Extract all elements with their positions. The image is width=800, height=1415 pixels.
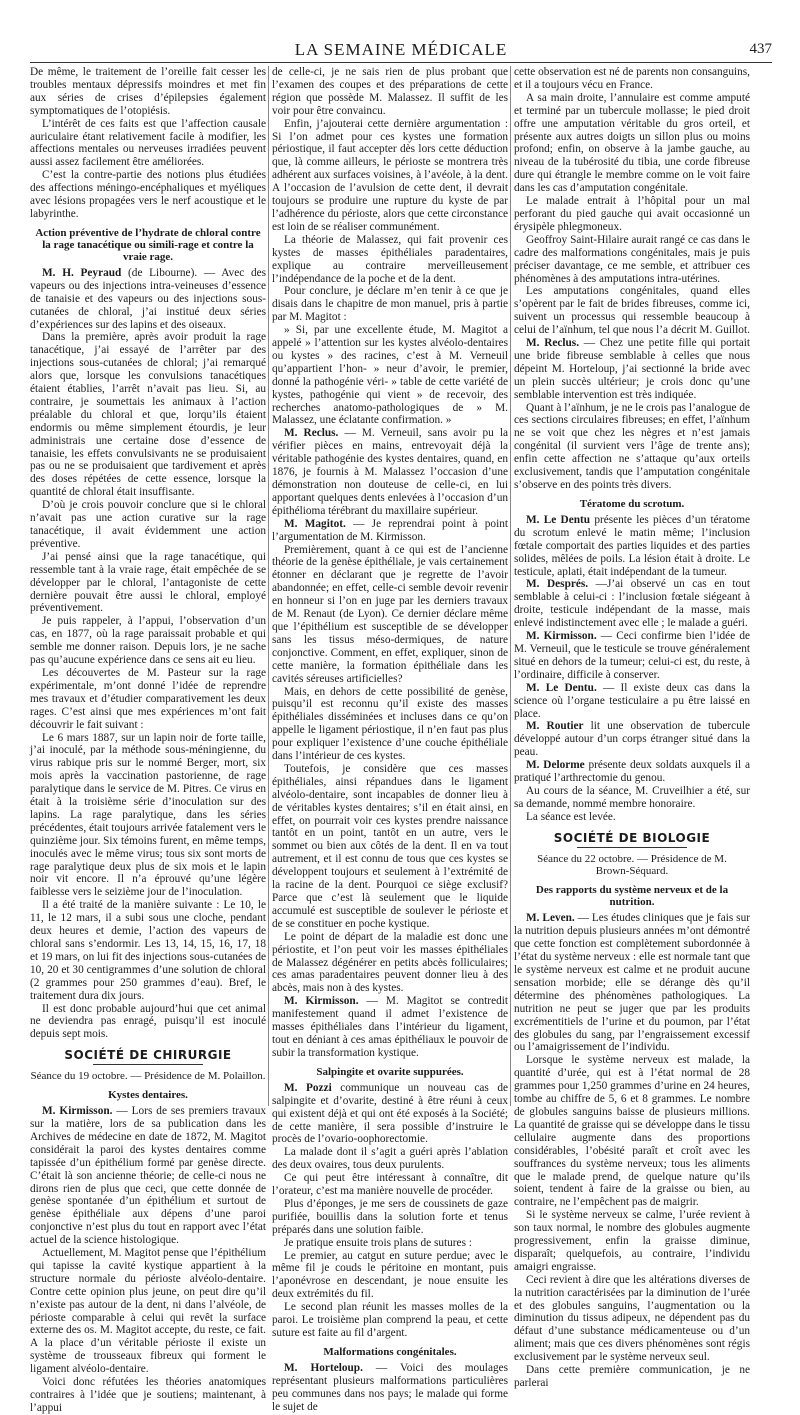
speaker-name: M. Le Dentu. [526, 681, 597, 694]
subsection-title: Salpingite et ovarite suppurées. [316, 1065, 464, 1078]
paragraph: Je pratique ensuite trois plans de sutures : [284, 1236, 472, 1249]
subsection-title: Kystes dentaires. [108, 1089, 188, 1102]
paragraph: Ceci revient à dire que les altérations diverses de la nutrition caractérisées par la diminution de l’urée et des globules sanguins, l’augmentation ou la diminution du tissus adipeux, ne dépendent pas du défaut d’une substance médicamenteuse ou d’un aliment; mais que ces divers phénomènes sont régis exclusivement par le système nerveux seul. [514, 1273, 750, 1364]
speaker-text: — Voici des moulages représentant plusieurs malformations particulières peu communes dans nos pays; le malade qui forme le sujet de [272, 1361, 509, 1413]
speaker-name: M. Reclus. [526, 337, 580, 350]
paragraph: La malade dont il s’agit a guéri après l’ablation des deux ovaires, tous deux purulents. [272, 1146, 508, 1172]
paragraph: Le 6 mars 1887, sur un lapin noir de forte taille, j’ai inoculé, par la méthode sous-méningienne, du virus rabique pris sur le nommé Berger, mort, six mois après la vaccination pastorienne, de rage paralytique dans le service de M. Pitres. Ce virus en était à la troisième série d’inoculation sur des lapins. La rage paralytique, dans les séries précédentes, était toujours arrivée fatalement vers le quinzième jour. Six témoins furent, en même temps, inoculés avec le même virus; tous six sont morts de rage paralytique deux plus de six mois et le lapin noir vit encore. Il n’a éprouvé qu’une légère faiblesse vers le seizième jour de l’inoculation. [30, 731, 266, 899]
speaker-name: M. Delorme [526, 759, 585, 772]
paragraph: Le point de départ de la maladie est donc une périostite, et l’on peut voir les masses épithéliales de Malassez dégénérer en petits abcès folliculaires; ces amas paradentaires peuvent donner lieu à des abcès, mais non à des kystes. [272, 930, 508, 995]
speaker-paragraph [514, 720, 750, 759]
paragraph: Actuellement, M. Magitot pense que l’épithélium qui tapisse la cavité kystique appartient à la structure normale du périoste alvéolo-dentaire. Contre cette opinion plus jeune, on peut dire qu’il n’existe pas autour de la dent, ni dans l’alvéole, de périoste comparable à celui qui revêt la surface externe des os. M. Magitot accepte, du reste, ce fait. A la place d’un véritable périoste il existe un système de trousseaux fibreux qui forment le ligament alvéolo-dentaire. [30, 1247, 266, 1376]
speaker-name: M. Magitot. [284, 517, 346, 530]
subsection-title: Tératome du scrotum. [579, 497, 685, 510]
paragraph: Toutefois, je considère que ces masses épithéliales, ainsi répandues dans le ligament alvéolo-dentaire, sont incapables de donner lieu à de véritables kystes dentaires; s’il en était ainsi, en effet, on pourrait voir ces kystes prendre naissance tantôt en un point, tantôt en un autre, vers le sommet ou bien aux côtés de la dent. Il en va tout autrement, et il est connu de tous que ces kystes se développent toujours et seulement à l’extrémité de la racine de la dent. Pourquoi ce siège exclusif? Parce que c’est là seulement que le liquide accumulé est susceptible de soulever le périoste et de se constituer en poche kystique. [272, 762, 508, 930]
paragraph: Plus d’éponges, je me sers de coussinets de gaze purifiée, bouillis dans la solution forte et tenus préparés dans une solution faible. [272, 1197, 508, 1236]
speaker-paragraph [30, 1105, 266, 1247]
paragraph: Dans la première, après avoir produit la rage tanacétique, j’ai essayé de l’arrêter par des injections sous-cutanées de chloral; j’ai remarqué alors que, lorsque les convulsions tanacétiques étaient établies, l’arrêt n’avait pas lieu. Si, au contraire, je soumettais les animaux à l’action préalable du chloral et que, lorqu’ils étaient endormis ou même simplement étourdis, je leur administrais une certaine dose d’essence de tanaisie, les effets convulsivants ne se produisaient pas ou ne se produisaient que tardivement et après des doses répétées de cette essence, lorsque la quantité de chloral était insuffisante. [30, 331, 266, 499]
speaker-text: communique un nouveau cas de salpingite et d’ovarite, destiné à être réuni à ceux qui existent déjà et qui ont été exposés à la Société; de cette manière, il sera possible d’instruire le procès de l’ovario-oophorectomie. [272, 1081, 509, 1146]
speaker-paragraph [272, 518, 508, 544]
paragraph: Le malade entrait à l’hôpital pour un mal perforant du pied gauche qui avait occasionné un érysipèle phlegmoneux. [514, 195, 750, 233]
paragraph: Ce qui peut être intéressant à connaître, dit l’orateur, c’est ma manière nouvelle de procéder. [272, 1172, 508, 1198]
journal-title: LA SEMAINE MÉDICALE [294, 40, 508, 59]
speaker-text: — M. Verneuil, sans avoir pu la vérifier pièces en mains, entrevoyait déjà la véritable pathogénie des kystes dentaires, quand, en 1876, je fournis à M. Malassez l’occasion d’une démonstration non douteuse de celle-ci, en lui apportant quelques dents enlevées à l’occasion d’un épithélioma térébrant du maxillaire supérieur. [272, 427, 509, 517]
speaker-name: M. Kirmisson. [42, 1105, 113, 1118]
speaker-text: lit une observation de tubercule développé autour d’un corps étranger situé dans la peau. [514, 720, 750, 759]
paragraph: Voici donc réfutées les théories anatomiques contraires à l’idée que je soutiens; maintenant, à l’appui [30, 1376, 266, 1414]
paragraph: De même, le traitement de l’oreille fait cesser les troubles mentaux dépressifs moindres et met fin aux séries de crises d’épilepsies également symptomatiques de l’otopiésis. [30, 66, 266, 117]
speaker-text: — Je reprendrai point à point l’argumentation de M. Kirmisson. [272, 517, 508, 543]
session-info: Séance du 19 octobre. — Présidence de M. Polaillon. [30, 1070, 266, 1083]
section-rule [577, 847, 687, 848]
speaker-name: M. Routier [526, 720, 584, 733]
column-middle [272, 66, 509, 1413]
section-title: SOCIÉTÉ DE CHIRURGIE [64, 1048, 232, 1063]
paragraph: Quant à l’aïnhum, je ne le crois pas l’analogue de ces sections circulaires fibreuses; en effet, l’aïnhum ne se voit que chez les nègres et n’est jamais congénital (il survient vers l’âge de trente ans); enfin cette affection ne s’attaque qu’aux orteils exclusivement, tandis que l’amputation congénitale s’observe en des points très divers. [514, 401, 750, 491]
speaker-name: M. Leven. [526, 912, 575, 925]
speaker-text: — Lors de ses premiers travaux sur la matière, lors de sa publication dans les Archives de médecine en date de 1872, M. Magitot considérait la paroi des kystes dentaires comme tapissée d’un épithélium formé par genèse directe. C’était là son ancienne théorie; de celle-ci nous ne dirons rien de plus que ceci, que cette donnée de genèse spontanée d’un épithélium et surtout de genèse épithéliale aux dépens d’une paroi conjonctive n’est plus du tout en rapport avec l’état actuel de la science histologique. [30, 1105, 266, 1247]
speaker-text: présente les pièces d’un tératome du scrotum enlevé le matin même; l’inclusion fœtale comportait des parties liquides et des parties solides, mêlées de poils. La lésion était à droite. Le testicule, aplati, était indépendant de la tumeur. [514, 513, 751, 578]
paragraph: de celle-ci, je ne sais rien de plus probant que l’examen des coupes et des préparations de cette région que possède M. Malassez. Il suffit de les voir pour être convaincu. [272, 66, 508, 117]
speaker-paragraph [272, 1362, 508, 1414]
paragraph: Les amputations congénitales, quand elles s’opèrent par le fait de brides fibreuses, comme ici, suivent un processus qui ressemble beaucoup à celui de l’aïnhum, tel que nous l’a décrit M. Guillot. [514, 285, 750, 337]
column-divider [510, 66, 511, 1106]
speaker-name: M. Pozzi [284, 1081, 332, 1094]
speaker-paragraph [272, 427, 508, 517]
column-left [30, 66, 267, 1414]
paragraph: Je puis rappeler, à l’appui, l’observation d’un cas, en 1877, où la rage paraissait probable et qui semble me donner raison. Depuis lors, je ne sache pas qu’aucune expérience dans ce sens ait eu lieu. [30, 615, 266, 667]
speaker-text: (de Libourne). — Avec des vapeurs ou des injections intra-veineuses d’essence de tanaisie et des vapeurs ou des injections sous-cutanées de chloral, j’ai institué deux séries d’expériences sur des lapins et des oiseaux. [30, 266, 267, 331]
quotation: » Si, par une excellente étude, M. Magitot a appelé » l’attention sur les kystes alvéolo-dentaires ou kystes » des racines, c’est à M. Verneuil qu’appartient l’hon- » neur d’avoir, le premier, donné la pathogénie véri- » table de cette variété de kystes, pathogénie qui vient » de recevoir, des recherches anatomo-pathologiques de » M. Malassez, une éclatante confirmation. » [272, 324, 508, 427]
paragraph: Il est donc probable aujourd’hui que cet animal ne deviendra pas enragé, puisqu’il est inoculé depuis sept mois. [30, 1002, 266, 1041]
paragraph: La séance est levée. [526, 810, 616, 823]
paragraph: Geoffroy Saint-Hilaire aurait rangé ce cas dans le cadre des malformations congénitales, mais je puis préciser davantage, ce me semble, et attribuer ces phénomènes à des amputations intra-utérines. [514, 233, 750, 285]
speaker-name: M. Després. [526, 578, 589, 591]
paragraph: Si le système nerveux se calme, l’urée revient à son taux normal, le nombre des globules augmente progressivement, enfin la graisse diminue, disparaît; quelquefois, au contraire, l’individu amaigri engraisse. [514, 1209, 750, 1273]
subsection-title: Action préventive de l’hydrate de chloral contre la rage tanacétique ou simili-rage et contre la vraie rage. [35, 226, 261, 263]
paragraph: cette observation est né de parents non consanguins, et il a toujours vécu en France. [514, 66, 750, 91]
paragraph: Premièrement, quant à ce qui est de l’ancienne théorie de la genèse épithéliale, je vais certainement étonner en déclarant que je regrette de l’avoir abandonnée; en effet, celle-ci semble devoir revenir en honneur si l’on en juge par les derniers travaux de M. Renaut (de Lyon). Ce dernier déclare même que l’épithélium est susceptible de se développer sans les tissus méso-dermiques, de nature conjonctive. Comment, en effet, expliquer, sinon de cette manière, la formation épithéliale dans les cavités séreuses artificielles? [272, 543, 508, 685]
speaker-paragraph [514, 578, 750, 630]
speaker-name: M. Reclus. [284, 427, 339, 440]
paragraph: Lorsque le système nerveux est malade, la quantité d’urée, qui est à l’état normal de 28 grammes pour 1,250 grammes d’urine en 24 heures, tombe au chiffre de 5, 6 et 8 grammes. Le nombre de globules sanguins baisse de plusieurs millions. La quantité de graisse qui se développe dans le tissu cellulaire augmente dans des proportions considérables, l’obésité paraît et croît avec les souffrances du système nerveux; tous les aliments que le malade prend, de quelque nature qu’ils soient, tendent à faire de la graisse ou bien, au contraire, ne l’empêchent pas de maigrir. [514, 1054, 750, 1209]
paragraph: Le second plan réunit les masses molles de la paroi. Le troisième plan comprend la peau, et cette suture est faite au fil d’argent. [272, 1301, 508, 1339]
subsection-title: Des rapports du système nerveux et de la nutrition. [535, 884, 729, 909]
paragraph: L’intérêt de ces faits est que l’affection causale auriculaire étant relativement facile à modifier, les affections mentales ou nerveuses irradiées peuvent aussi assez facilement être améliorées. [30, 117, 266, 169]
speaker-name: M. H. Peyraud [42, 266, 122, 279]
speaker-paragraph [272, 1082, 508, 1147]
paragraph: Il a été traité de la manière suivante : Le 10, le 11, le 12 mars, il a subi sous une cloche, pendant deux heures et demie, l’action des vapeurs de chloral sans s’endormir. Les 13, 14, 15, 16, 17, 18 et 19 mars, on lui fit des injections sous-cutanées de 10, 20 et 30 centigrammes d’une solution de chloral (2 grammes pour 250 grammes d’eau). Bref, le traitement dura dix jours. [30, 899, 266, 1002]
page-number: 437 [749, 41, 772, 57]
paragraph: Pour conclure, je déclare m’en tenir à ce que je disais dans le chapitre de mon manuel, pris à partie par M. Magitot : [272, 285, 508, 324]
speaker-text: — Il existe deux cas dans la science où l’organe testiculaire a pu être laissé en place. [514, 681, 750, 720]
speaker-paragraph [514, 337, 750, 402]
session-info: Séance du 22 octobre. — Présidence de M. Brown-Séquard. [537, 852, 727, 878]
speaker-paragraph [514, 682, 750, 721]
column-divider [268, 66, 269, 1106]
speaker-name: M. Kirmisson. [526, 630, 597, 643]
paragraph: Au cours de la séance, M. Cruveilhier a été, sur sa demande, nommé membre honoraire. [514, 784, 750, 810]
paragraph: Enfin, j’ajouterai cette dernière argumentation : Si l’on admet pour ces kystes une formation périostique, il faut accepter dès lors cette déduction que, là comme ailleurs, le périoste se montrera très adhérent aux surfaces voisines, à l’avéole, à la dent. A l’occasion de l’avulsion de cette dent, il devrait toujours se produire une rupture du kyste de par l’adhérence du périoste, alors que cette circonstance est loin de se réaliser communément. [272, 117, 508, 233]
section-title: SOCIÉTÉ DE BIOLOGIE [553, 830, 711, 845]
paragraph: Les découvertes de M. Pasteur sur la rage expérimentale, m’ont donné l’idée de reprendre mes travaux et d’étudier comparativement les deux rages. C’est ainsi que mes expériences m’ont fait découvrir le fait suivant : [30, 666, 266, 731]
speaker-paragraph [514, 912, 750, 1054]
speaker-paragraph [30, 267, 266, 332]
paragraph: Dans cette première communication, je ne parlerai [514, 1364, 750, 1389]
speaker-name: M. Kirmisson. [284, 995, 359, 1008]
speaker-name: M. Horteloup. [284, 1361, 363, 1374]
speaker-name: M. Le Dentu [526, 513, 591, 526]
paragraph: J’ai pensé ainsi que la rage tanacétique, qui ressemble tant à la vraie rage, était empêchée de se développer par le chloral, l’antagoniste de cette dernière pouvait être aussi le chloral, employé préventivement. [30, 550, 266, 615]
speaker-text: —J’ai observé un cas en tout semblable à celui-ci : l’inclusion fœtale siégeant à droite, testicule indépendant de la masse, mais enlevé indistinctement avec elle ; le malade a guéri. [514, 578, 750, 630]
speaker-text: — Chez une petite fille qui portait une bride fibreuse semblable à celles que nous dépeint M. Horteloup, j’ai sectionné la bride avec un plein succès ultérieur; je crois donc qu’une semblable intervention est très indiquée. [514, 337, 751, 401]
subsection-title: Malformations congénitales. [323, 1345, 457, 1358]
paragraph: D’où je crois pouvoir conclure que si le chloral n’avait pas une action curative sur la rage tanacétique, il avait évidemment une action préventive. [30, 499, 266, 550]
speaker-paragraph [514, 514, 750, 579]
column-right [514, 66, 751, 1389]
speaker-paragraph [514, 759, 750, 785]
speaker-text: — Les études cliniques que je fais sur la nutrition depuis plusieurs années m’ont démontré que cette fonction est complètement subordonnée à l’état du système nerveux : elle est normale tant que le système nerveux est calme et ne produit aucune sensation morbide; elle se dérange dès qu’il détermine des phénomènes pathologiques. La nutrition ne peut se juger que par les produits excrémentitiels de l’urine et du poumon, par l’état des globules du sang, par l’engraissement excessif ou l’amaigrissement de l’individu. [514, 912, 750, 1054]
section-rule [93, 1064, 203, 1065]
page-header [30, 38, 772, 62]
speaker-paragraph [272, 995, 508, 1060]
paragraph: Le premier, au catgut en suture perdue; avec le même fil je couds le péritoine en montant, puis l’aponévrose en descendant, je noue ensuite les deux extrémités du fil. [272, 1249, 508, 1301]
speaker-text: — M. Magitot se contredit manifestement quand il admet l’existence de masses épithéliales dans l’intérieur du ligament, tout en déniant à ces amas épithéliaux le pouvoir de subir la transformation kystique. [272, 995, 509, 1059]
speaker-text: — Ceci confirme bien l’idée de M. Verneuil, que le testicule se trouve généralement situé en dehors de la tumeur; celui-ci est, du reste, à l’ordinaire, difficile à conserver. [514, 630, 750, 681]
speaker-text: présente deux soldats auxquels il a pratiqué l’arthrectomie du genou. [514, 759, 750, 785]
paragraph: Mais, en dehors de cette possibilité de genèse, puisqu’il est reconnu qu’il existe des masses épithéliales disséminées et incluses dans ce qu’on appelle le ligament périostique, il n’en faut pas plus pour expliquer l’existence d’une couche épithéliale dans l’intérieur de ces kystes. [272, 685, 508, 763]
speaker-paragraph [514, 630, 750, 682]
paragraph: A sa main droite, l’annulaire est comme amputé et terminé par un tubercule mollasse; le pied droit offre une amputation véritable du gros orteil, et présente aux autres doigts un sillon plus ou moins profond; enfin, on observe à la jambe gauche, au niveau de la tubérosité du tibia, une corde fibreuse dure qui étrangle le membre comme on le voit faire dans les cas d’amputation congénitale. [514, 91, 750, 195]
paragraph: La théorie de Malassez, qui fait provenir ces kystes de masses épithéliales paradentaires, explique au contraire merveilleusement l’indépendance de la poche et de la dent. [272, 233, 508, 285]
header-rule [30, 62, 772, 63]
paragraph: C’est la contre-partie des notions plus étudiées des affections méningo-encéphaliques et myéliques avec lésions propagées vers le nerf acoustique et le labyrinthe. [30, 169, 266, 220]
